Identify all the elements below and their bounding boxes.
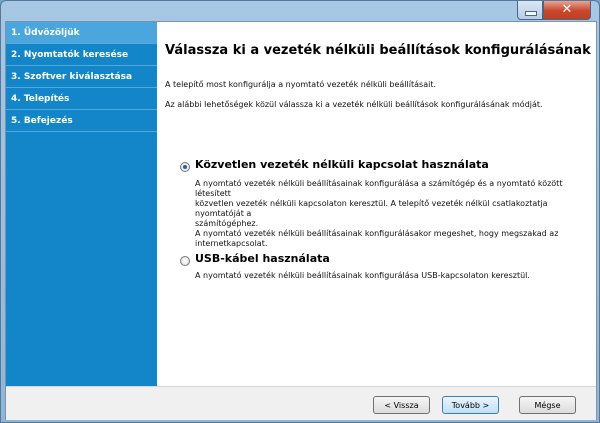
sidebar-item-printer-search: 2. Nyomtatók keresése — [6, 44, 157, 66]
usb-cable-description — [195, 271, 580, 281]
close-icon: ✕ — [561, 2, 573, 17]
desc-line: A nyomtató vezeték nélküli beállításainak konfigurálása USB-kapcsolaton keresztül. — [195, 271, 530, 280]
direct-wireless-label[interactable]: Közvetlen vezeték nélküli kapcsolat használata — [195, 158, 489, 171]
minimize-button[interactable] — [517, 1, 543, 20]
intro-text-1: A telepítő most konfigurálja a nyomtató vezeték nélküli beállításait. — [165, 80, 437, 89]
title-bar[interactable] — [1, 1, 599, 21]
back-button[interactable]: < Vissza — [373, 396, 430, 414]
sidebar-item-software-selection: 3. Szoftver kiválasztása — [6, 66, 157, 88]
desc-line: számítógéphez. — [195, 219, 259, 228]
cancel-button[interactable]: Mégse — [519, 396, 576, 414]
usb-cable-label[interactable]: USB-kábel használata — [195, 252, 330, 265]
sidebar-item-install: 4. Telepítés — [6, 88, 157, 110]
sidebar-item-finish: 5. Befejezés — [6, 110, 157, 132]
intro-text-2: Az alábbi lehetőségek közül válassza ki a vezeték nélküli beállítások konfigurálásának módját. — [165, 100, 543, 109]
step-sidebar — [6, 22, 157, 386]
direct-wireless-radio[interactable] — [180, 162, 190, 172]
desc-line: internetkapcsolat. — [195, 239, 268, 248]
page-title: Válassza ki a vezeték nélküli beállítások konfigurálásának — [165, 43, 591, 58]
usb-cable-radio[interactable] — [180, 256, 190, 266]
desc-line: A nyomtató vezeték nélküli beállításainak konfigurálásakor megeshet, hogy megszakad az — [195, 229, 559, 238]
direct-wireless-description — [195, 179, 580, 249]
sidebar-item-welcome: 1. Üdvözöljük — [6, 22, 157, 44]
window-client-area — [5, 21, 597, 420]
desc-line: közvetlen vezeték nélküli kapcsolaton keresztül. A telepítő vezeték nélkül csatlakoztatja nyomtatóját a — [195, 199, 548, 218]
desc-line: A nyomtató vezeték nélküli beállításainak konfigurálása a számítógép és a nyomtató között létesített — [195, 179, 563, 198]
close-button[interactable] — [543, 1, 591, 20]
button-bar — [6, 386, 596, 420]
next-button[interactable]: Tovább > — [442, 396, 499, 414]
main-panel — [157, 22, 596, 386]
